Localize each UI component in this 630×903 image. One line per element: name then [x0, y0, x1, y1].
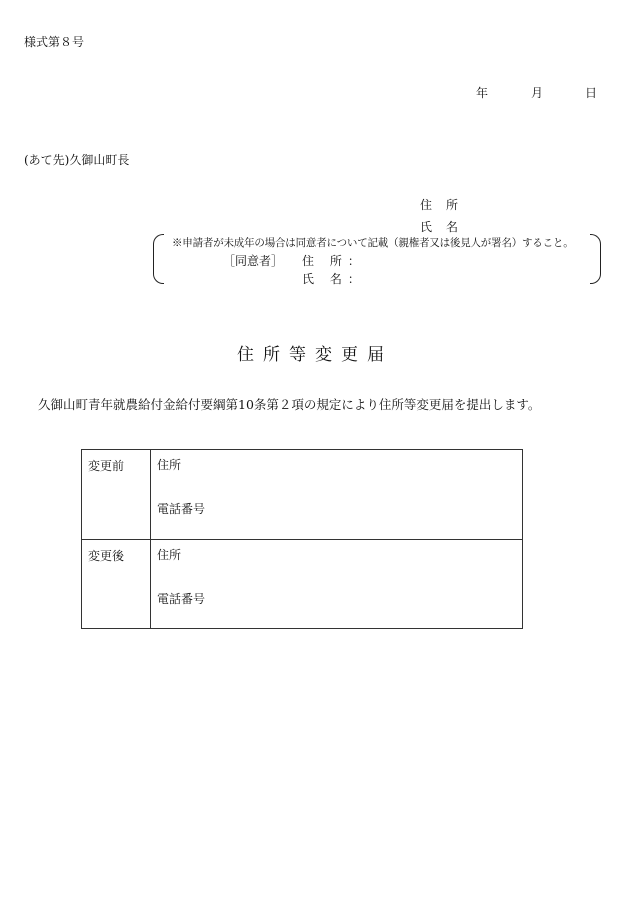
applicant-address-label: 住所 — [420, 198, 473, 212]
consent-tag: ［同意者］ — [223, 254, 284, 268]
table-row-after — [82, 539, 523, 629]
row-fields-after[interactable] — [151, 539, 523, 629]
date-month-label: 月 — [531, 86, 544, 100]
consent-bracket-left — [153, 234, 164, 284]
consent-note: ※申請者が未成年の場合は同意者について記載（親権者又は後見人が署名）すること。 — [172, 237, 574, 249]
phone-field-label: 電話番号 — [157, 591, 206, 606]
phone-field-label: 電話番号 — [157, 502, 206, 516]
document-title: 住所等変更届 — [237, 345, 393, 365]
addressee: (あて先)久御山町長 — [24, 153, 130, 167]
date-day-label: 日 — [585, 86, 598, 100]
address-field-label: 住所 — [157, 458, 182, 472]
consent-name-label: 氏 名： — [302, 272, 366, 286]
date-year-label: 年 — [476, 86, 489, 100]
table-row-before — [82, 450, 523, 540]
consent-address-label: 住 所： — [302, 254, 366, 268]
row-fields-before[interactable] — [151, 450, 523, 540]
change-table — [81, 449, 523, 629]
address-field-label: 住所 — [157, 547, 182, 562]
statement-text: 久御山町青年就農給付金給付要綱第10条第２項の規定により住所等変更届を提出します。 — [38, 397, 541, 412]
row-header-after: 変更後 — [82, 539, 151, 629]
row-header-before: 変更前 — [82, 450, 151, 540]
applicant-name-label: 氏名 — [420, 220, 473, 234]
form-number: 様式第８号 — [24, 35, 85, 49]
consent-bracket-right — [590, 234, 601, 284]
